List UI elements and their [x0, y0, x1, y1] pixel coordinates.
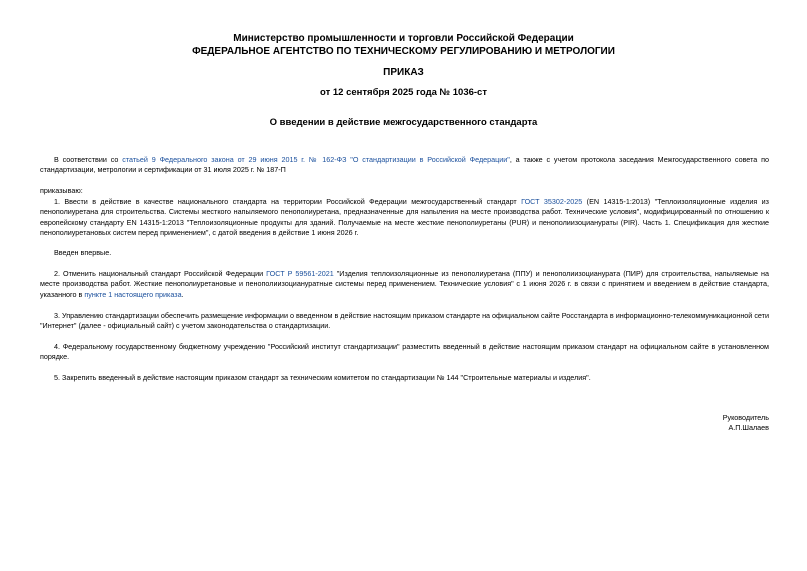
agency-heading: ФЕДЕРАЛЬНОЕ АГЕНТСТВО ПО ТЕХНИЧЕСКОМУ РЕГУЛИРОВАНИЮ И МЕТРОЛОГИИ — [192, 46, 615, 57]
document-type-heading: ПРИКАЗ — [383, 67, 424, 78]
intro-paragraph — [40, 155, 769, 176]
ministry-heading: Министерство промышленности и торговли Российской Федерации — [233, 33, 574, 44]
item-1-text-post: (EN 14315-1:2013) "Теплоизоляционные изделия из пенополиуретана для строительства. Системы жесткого напыляемого пенополиуретана, предназначенные для напыления на месте производства работ. Технические условия", модифицированный по отношению к европейскому стандарту EN 14315-1:2013 "Теплоизоляционные продукты для зданий. Получаемые на месте жесткие пенополиуретаны (PUR) и пенополиизоцианураты (PIR). Часть 1. Спецификация для жесткие пенополиуретановых систем перед применением", с датой введения в действие 1 июня 2026 г. — [40, 197, 769, 238]
intro-text-pre: В соответствии со — [54, 155, 123, 164]
item-2-text-post: . — [181, 289, 184, 299]
first-time-note: Введен впервые. — [54, 248, 112, 257]
item-1-text-pre: 1. Ввести в действие в качестве национального стандарта на территории Российской Федерации межгосударственный стандарт — [54, 197, 522, 206]
item-1-paragraph — [40, 197, 769, 239]
gost-r-59561-link[interactable]: ГОСТ Р 59561-2021 — [266, 269, 334, 278]
item-2-paragraph — [40, 269, 769, 300]
item-2-text-mid: "Изделия теплоизоляционные из пенополиуретана (ППУ) и пенополиизоцианурата (ПИР) для строительства, напыляемые на месте производства работ. Жесткие пенополиуретановые и пенополиизоциануратные системы перед применением. Технические условия" с 1 июня 2026 г. в связи с принятием и введением в действие стандарта, указанного в — [40, 269, 769, 299]
order-word: приказываю: — [40, 186, 83, 195]
subject-heading: О введении в действие межгосударственного стандарта — [269, 117, 538, 128]
gost-35302-link[interactable]: ГОСТ 35302-2025 — [521, 197, 583, 206]
item-3-paragraph: 3. Управлению стандартизации обеспечить размещение информации о введенном в действие настоящим приказом стандарте на официальном сайте Росстандарта в информационно-телекоммуникационной сети "Интернет" (далее - официальный сайт) с учетом законодательства о стандартизации. — [40, 311, 769, 331]
signature-block — [723, 413, 769, 434]
item-2-text-pre: 2. Отменить национальный стандарт Российской Федерации — [54, 269, 267, 278]
item-4-paragraph: 4. Федеральному государственному бюджетному учреждению "Российский институт стандартизации" разместить введенный в действие настоящим приказом стандарт на официальном сайте в установленном порядке. — [40, 342, 769, 362]
date-number-heading: от 12 сентября 2025 года № 1036-ст — [320, 87, 487, 98]
intro-text-post: , а также с учетом протокола заседания Межгосударственного совета по стандартизации, метрологии и сертификации от 31 июля 2025 г. № 187-П — [40, 155, 770, 175]
federal-law-link[interactable]: статьей 9 Федерального закона от 29 июня 2015 г. № 162-ФЗ "О стандартизации в Российской Федерации" — [122, 155, 510, 164]
signature-name: А.П.Шалаев — [728, 423, 769, 433]
signature-title: Руководитель — [722, 413, 769, 422]
item-5-paragraph: 5. Закрепить введенный в действие настоящим приказом стандарт за техническим комитетом по стандартизации № 144 "Строительные материалы и изделия". — [54, 373, 591, 382]
item-1-reference-link[interactable]: пункте 1 настоящего приказа — [84, 289, 182, 299]
